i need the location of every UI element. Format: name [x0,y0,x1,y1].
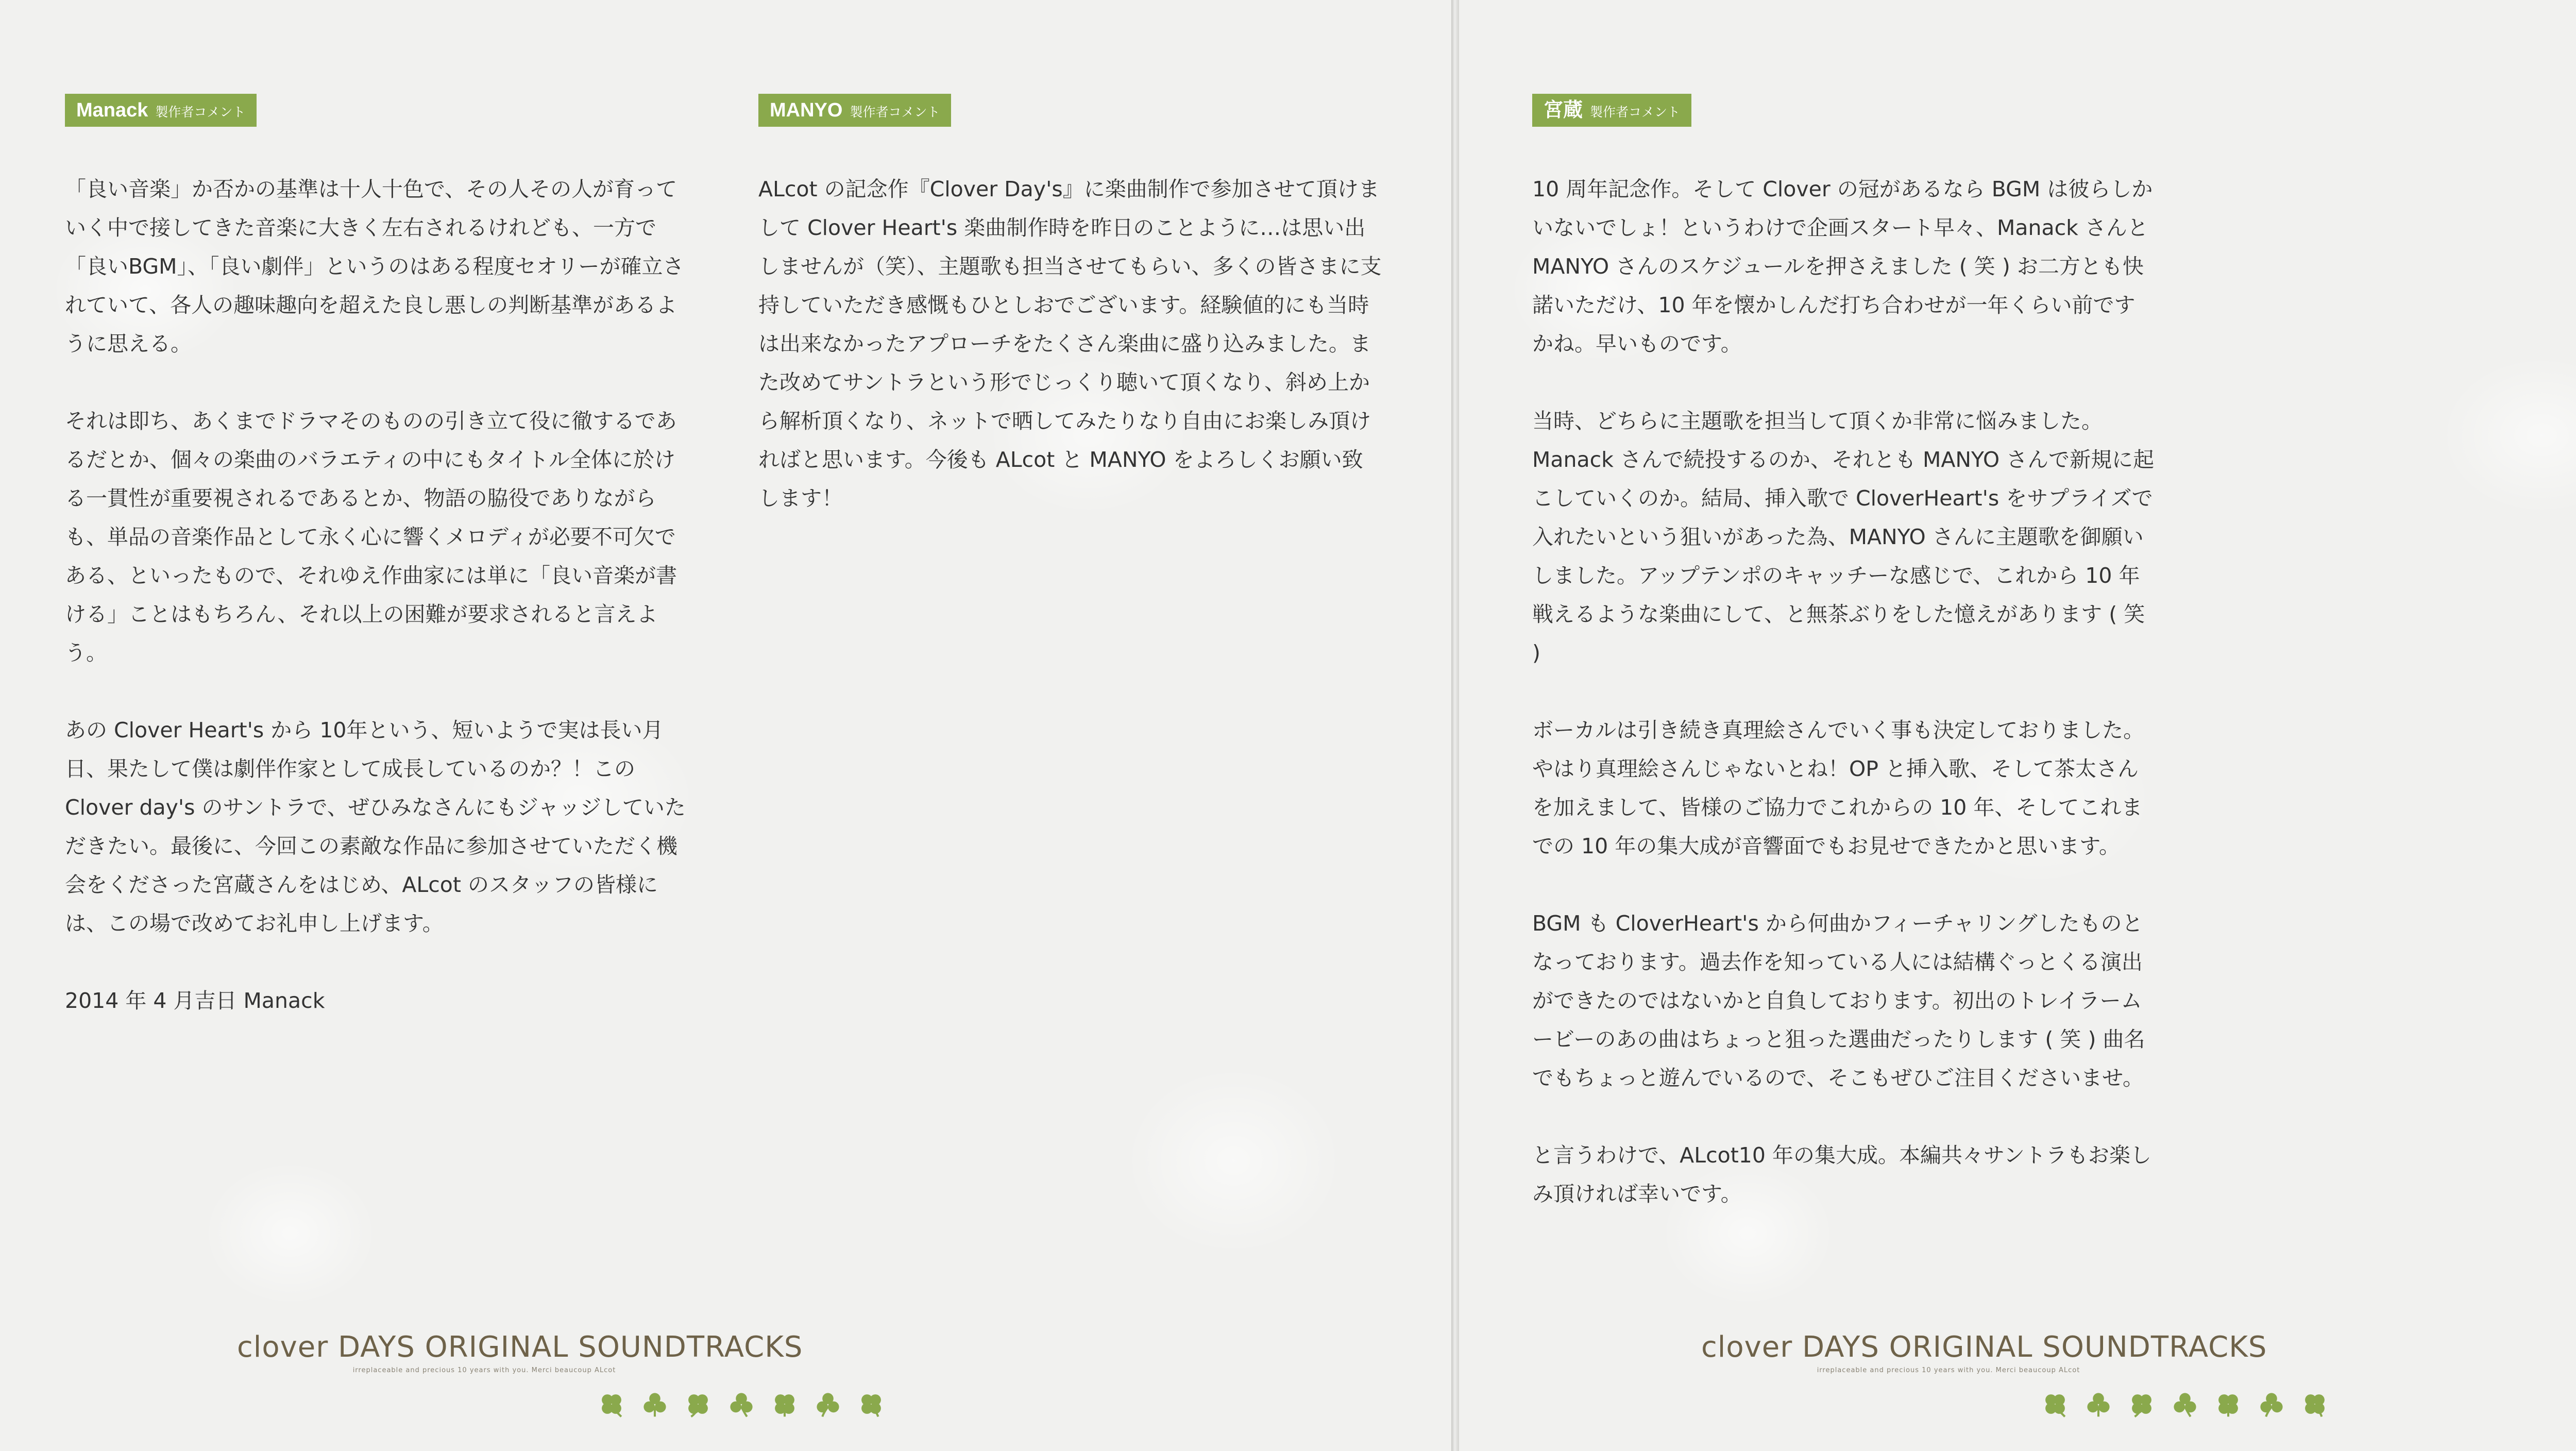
clover-icon [2301,1390,2329,1418]
staff-entry [2540,173,2576,247]
right-page [1459,0,2576,1451]
miyakura-label-name: 宮蔵 [1544,99,1583,121]
clover-icon [814,1390,842,1418]
clover-icon [857,1390,885,1418]
manack-label-name: Manack [76,99,148,121]
manyo-paragraph-1: ALcot の記念作『Clover Day's』に楽曲制作で参加させて頂けまして Clover Heart's 楽曲制作時を昨日のことように…は思い出しませんが（笑）、主題歌も担当させてもらい、多くの皆さまに支持していただき感慨もひとしおでございます。経験値的にも当時は出来なかったアプローチをたくさん楽曲に盛り込みました。また改めてサントラという形でじっくり聴いて頂くなり、斜め上から解析頂くなり、ネットで晒してみたりなり自由にお楽しみ頂ければと思います。今後も ALcot と MANYO をよろしくお願い致します！ [758,177,1382,511]
clover-icon [2084,1390,2112,1418]
staff-name [2540,358,2576,395]
manyo-label-name: MANYO [770,99,843,121]
staff-name [2540,469,2576,507]
clover-icon [598,1390,625,1418]
staff-role [2540,432,2576,469]
right-clover-row [2041,1390,2329,1418]
staff-name [2540,581,2576,618]
staff-entry [2540,432,2576,507]
manyo-label-sub: 製作者コメント [850,105,940,120]
manyo-comment-text [758,170,1382,556]
left-clover-row [598,1390,885,1418]
manack-signature: 2014 年 4 月吉日 Manack [65,988,325,1013]
miyakura-comment-text [1532,170,2156,1252]
staff-name [2540,321,2576,358]
staff-role [2540,284,2576,321]
manyo-comment-label [758,94,951,127]
staff-name [2540,210,2576,247]
clover-icon [2041,1390,2069,1418]
miyakura-paragraph-2: 当時、どちらに主題歌を担当して頂くか非常に悩みました。Manack さんで続投するのか、それとも MANYO さんで新規に起こしていくのか。結局、挿入歌で CloverHeart's をサプライズで入れたいという狙いがあった為、MANYO さんに主題歌を御願いしました。アップテンポのキャッチーな感じで、これから 10 年戦えるような楽曲にして、と無茶ぶりをした憶えがあります ( 笑 ) [1532,409,2155,665]
manack-paragraph-2: それは即ち、あくまでドラマそのものの引き立て役に徹するであるだとか、個々の楽曲のバラエティの中にもタイトル全体に於ける一貫性が重要視されるであるとか、物語の脇役でありながらも、単品の音楽作品として永く心に響くメロディが必要不可欠である、といったもので、それゆえ作曲家には単に「良い音楽が書ける」ことはもちろん、それ以上の困難が要求されると言えよう。 [65,409,677,665]
right-footer-title: clover DAYS ORIGINAL SOUNDTRACKS [1701,1330,2267,1364]
staff-credits [2540,173,2576,655]
miyakura-paragraph-5: と言うわけで、ALcot10 年の集大成。本編共々サントラもお楽しみ頂ければ幸いです。 [1532,1143,2151,1206]
left-footer-tagline: irreplaceable and precious 10 years with you. Merci beaucoup ALcot [352,1366,616,1374]
miyakura-comment-label [1532,94,1691,127]
clover-icon [2258,1390,2285,1418]
staff-entry [2540,544,2576,618]
miyakura-paragraph-1: 10 周年記念作。そして Clover の冠があるなら BGM は彼らしかいないでしょ！というわけで企画スタート早々、Manack さんと MANYO さんのスケジュールを押さえました ( 笑 ) お二方とも快諾いただけ、10 年を懐かしんだ打ち合わせが一年くらい前ですかね。早いものです。 [1532,177,2153,356]
clover-icon [2214,1390,2242,1418]
left-footer-title: clover DAYS ORIGINAL SOUNDTRACKS [237,1330,803,1364]
staff-role [2540,173,2576,210]
clover-icon [727,1390,755,1418]
center-fold [1451,0,1459,1451]
staff-role [2540,544,2576,581]
manack-comment-label [65,94,257,127]
clover-icon [2171,1390,2199,1418]
left-footer-logo [237,1329,803,1376]
miyakura-paragraph-4: BGM も CloverHeart's から何曲かフィーチャリングしたものとなっております。過去作を知っている人には結構ぐっとくる演出ができたのではないかと自負しております。初出のトレイラームービーのあの曲はちょっと狙った選曲だったりします ( 笑 ) 曲名でもちょっと遊んでいるので、そこもぜひご注目くださいませ。 [1532,911,2145,1090]
manack-label-sub: 製作者コメント [155,105,246,120]
clover-icon [2128,1390,2156,1418]
manack-comment-text [65,170,688,1059]
staff-entry [2540,284,2576,395]
miyakura-paragraph-3: ボーカルは引き続き真理絵さんでいく事も決定しておりました。やはり真理絵さんじゃないとね！OP と挿入歌、そして茶太さんを加えまして、皆様のご協力でこれからの 10 年、そしてこれまでの 10 年の集大成が音響面でもお見せできたかと思います。 [1532,718,2145,858]
right-footer-tagline: irreplaceable and precious 10 years with you. Merci beaucoup ALcot [1817,1366,2080,1374]
clover-icon [641,1390,669,1418]
clover-icon [771,1390,799,1418]
miyakura-label-sub: 製作者コメント [1590,105,1681,120]
right-footer-logo [1701,1329,2267,1376]
manack-paragraph-1: 「良い音楽」か否かの基準は十人十色で、その人その人が育っていく中で接してきた音楽に大きく左右されるけれども、一方で「良いBGM」、「良い劇伴」というのはある程度セオリーが確立されていて、各人の趣味趣向を超えた良し悪しの判断基準があるように思える。 [65,177,684,356]
manack-paragraph-3: あの Clover Heart's から 10年という、短いようで実は長い月日、果たして僕は劇伴作家として成長しているのか？！この Clover day's のサントラで、ぜひみなさんにもジャッジしていただきたい。最後に、今回この素敵な作品に参加させていただく機会をくださった宮蔵さんをはじめ、ALcot のスタッフの皆様には、この場で改めてお礼申し上げます。 [65,718,686,936]
clover-icon [684,1390,712,1418]
